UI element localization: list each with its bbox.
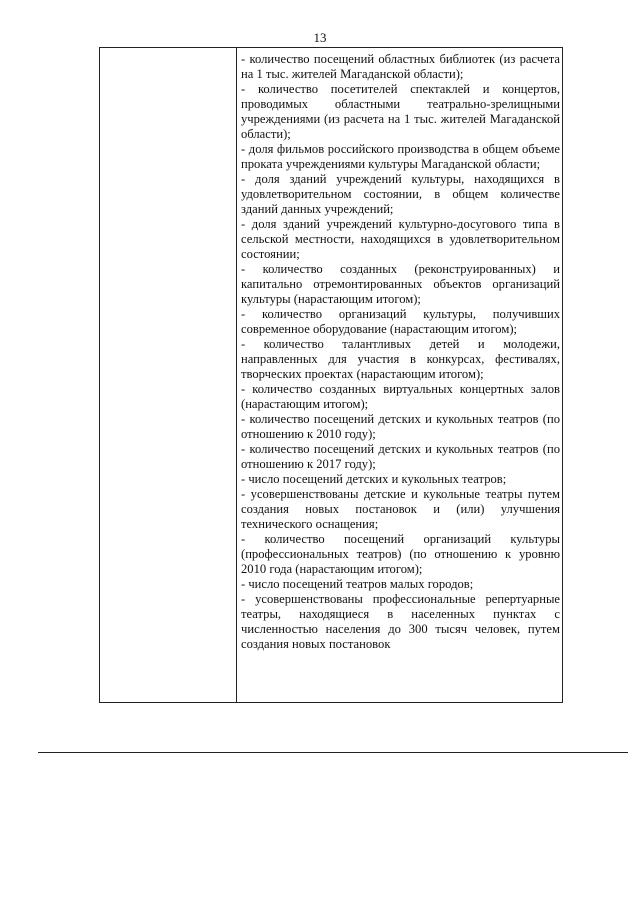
indicator-item: - доля зданий учреждений культуры, находящихся в удовлетворительном состоянии, в общем количестве зданий данных учреждений; (241, 172, 560, 216)
table-left-column (100, 48, 237, 702)
indicator-item: - усовершенствованы профессиональные репертуарные театры, находящиеся в населенных пунктах с численностью населения до 300 тысяч человек, путем создания новых постановок (241, 592, 560, 651)
indicator-item: - доля фильмов российского производства в общем объеме проката учреждениями культуры Магаданской области; (241, 142, 560, 171)
indicator-item: - число посещений театров малых городов; (241, 577, 474, 591)
indicator-item: - количество посетителей спектаклей и концертов, проводимых областными театрально-зрелищными учреждениями (из расчета на 1 тыс. жителей Магаданской области); (241, 82, 560, 141)
indicators-table (99, 47, 563, 703)
indicator-item: - количество посещений детских и кукольных театров (по отношению к 2017 году); (241, 442, 560, 471)
indicator-item: - количество организаций культуры, получивших современное оборудование (нарастающим итогом); (241, 307, 560, 336)
footer-divider (38, 752, 628, 753)
indicator-item: - количество посещений детских и кукольных театров (по отношению к 2010 году); (241, 412, 560, 441)
indicator-item: - количество созданных (реконструированных) и капитально отремонтированных объектов организаций культуры (нарастающим итогом); (241, 262, 560, 306)
indicator-item: - количество талантливых детей и молодежи, направленных для участия в конкурсах, фестивалях, творческих проектах (нарастающим итогом); (241, 337, 560, 381)
indicator-item: - количество созданных виртуальных концертных залов (нарастающим итогом); (241, 382, 560, 411)
page-number: 13 (313, 30, 327, 45)
indicator-item: - количество посещений областных библиотек (из расчета на 1 тыс. жителей Магаданской области); (241, 52, 560, 81)
indicator-item: - доля зданий учреждений культурно-досугового типа в сельской местности, находящихся в удовлетворительном состоянии; (241, 217, 560, 261)
indicator-item: - количество посещений организаций культуры (профессиональных театров) (по отношению к уровню 2010 года (нарастающим итогом); (241, 532, 560, 576)
indicator-item: - усовершенствованы детские и кукольные театры путем создания новых постановок и (или) улучшения технического оснащения; (241, 487, 560, 531)
indicator-item: - число посещений детских и кукольных театров; (241, 472, 507, 486)
table-right-column (241, 52, 560, 652)
